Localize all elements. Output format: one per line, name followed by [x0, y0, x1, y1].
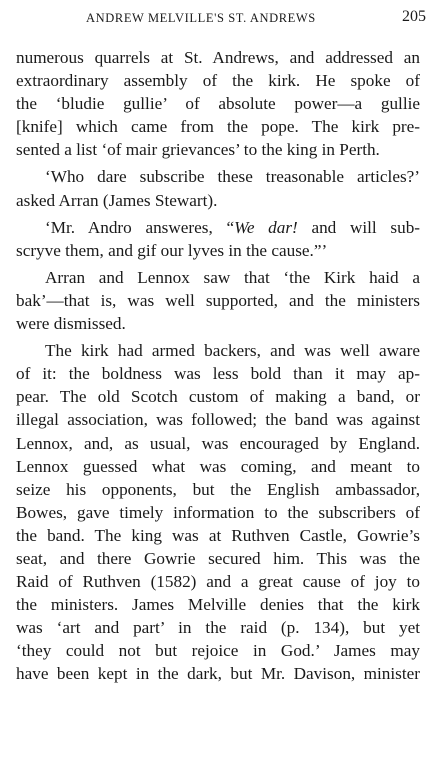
page-number: 205: [402, 8, 426, 25]
text-line: seize his opponents, but the English ambassador,: [16, 479, 420, 499]
text-line: Lennox, and, as usual, was encouraged by England.: [16, 433, 420, 453]
text-line: numerous quarrels at St. Andrews, and addressed an: [16, 48, 420, 67]
text-line: Bowes, gave timely information to the subscribers of: [16, 502, 420, 522]
paragraph: [16, 216, 420, 262]
text-line: Lennox guessed what was coming, and meant to: [16, 456, 420, 476]
quote-open: ‘Mr. Andro answeres, “: [45, 217, 235, 237]
text-line: ‘they could not but rejoice in God.’ James may: [16, 641, 420, 661]
text-line: the band. The king was at Ruthven Castle, Gowrie’s: [16, 525, 420, 545]
text-line: was ‘art and part’ in the raid (p. 134), but yet: [16, 618, 420, 638]
text-line: asked Arran (James Stewart).: [16, 190, 218, 210]
text-line: pear. The old Scotch custom of making a band, or: [16, 387, 420, 407]
text-line: Raid of Ruthven (1582) and a great cause of joy to: [16, 572, 420, 592]
running-title: ANDREW MELVILLE'S ST. ANDREWS: [86, 11, 316, 25]
paragraph: [16, 165, 420, 211]
paragraph: [16, 339, 420, 685]
text-line: were dismissed.: [16, 314, 126, 334]
text-line: extraordinary assembly of the kirk. He spoke of: [16, 71, 420, 91]
text-line: scryve them, and gif our lyves in the cause.”’: [16, 240, 328, 260]
text-line: ‘Who dare subscribe these treasonable articles?’: [45, 167, 420, 187]
text-line: of it: the boldness was less bold than it may ap-: [16, 364, 420, 384]
text-line: [knife] which came from the pope. The kirk pre-: [16, 117, 420, 137]
body-text: [16, 46, 420, 686]
running-head: [86, 8, 426, 30]
text-line: seat, and there Gowrie secured him. This was the: [16, 548, 420, 568]
paragraph: [16, 46, 420, 161]
text-line: bak’—that is, was well supported, and the ministers: [16, 290, 420, 310]
text-line: The kirk had armed backers, and was well aware: [45, 341, 420, 361]
text-line: have been kept in the dark, but Mr. Davison, minister: [16, 664, 420, 684]
italic-quote: We dar!: [234, 217, 298, 237]
text-line: the ‘bludie gullie’ of absolute power—a gullie: [16, 94, 420, 114]
text-line: the ministers. James Melville denies that the kirk: [16, 595, 420, 615]
paragraph: [16, 266, 420, 335]
text-line: illegal association, was followed; the band was against: [16, 410, 420, 430]
text-line: Arran and Lennox saw that ‘the Kirk haid a: [45, 267, 420, 287]
text-line: sented a list ‘of mair grievances’ to the king in Perth.: [16, 140, 380, 160]
quote-tail: and will sub-: [297, 217, 421, 237]
text-line: [16, 216, 420, 239]
